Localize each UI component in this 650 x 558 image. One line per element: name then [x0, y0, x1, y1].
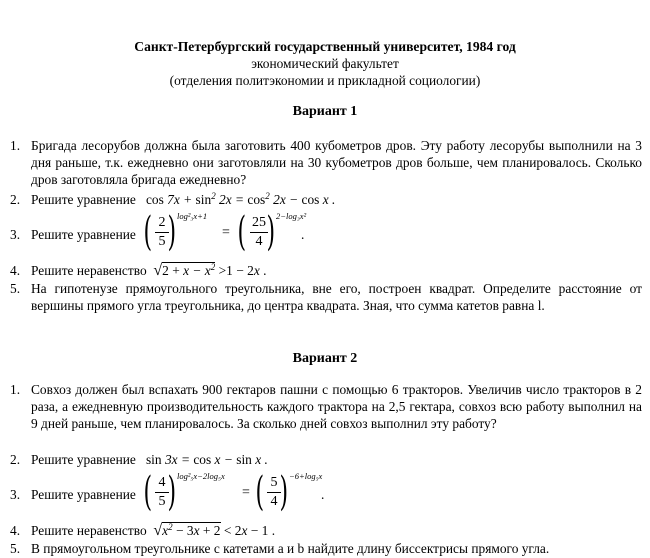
- problem-number: 3.: [10, 487, 21, 502]
- problem-number: 2.: [10, 192, 21, 207]
- problem-number: 4.: [10, 523, 21, 538]
- equation: $\cos 7x + \sin^2 2x = \cos^2 2x - \cos x$ .: [145, 191, 336, 207]
- v1-problem-3: 3. Решите уравнение ( 2 5 ) log²₃x+1 = ( 25 4 ) 2−log₃x² .: [10, 208, 642, 258]
- problem-number: 1.: [10, 138, 21, 153]
- variant-2-title: Вариант 2: [292, 351, 358, 366]
- departments-line: (отделения политэкономии и прикладной социологии): [169, 73, 481, 88]
- document-header: [0, 38, 650, 89]
- fraction-numerator: 2: [158, 215, 166, 230]
- equation: sin 3x = cos x − sin x .: [145, 452, 268, 467]
- problem-text: Решите уравнение: [31, 192, 136, 207]
- fraction-denominator: 5: [158, 234, 166, 249]
- fraction-denominator: 5: [158, 494, 166, 509]
- fraction-denominator: 4: [255, 234, 263, 249]
- problem-text: Решите неравенство: [31, 523, 147, 538]
- problem-body: [31, 262, 642, 279]
- exponent: log²₃x+1: [177, 211, 208, 221]
- problem-number: 4.: [10, 263, 21, 278]
- document-title: Санкт-Петербургский государственный университет, 1984 год: [134, 39, 516, 54]
- problem-number: 5.: [10, 281, 21, 296]
- problem-text: Совхоз должен был вспахать 900 гектаров пашни с помощью 6 тракторов. Увеличив число тракторов в 2 раза, а ежедневную производительность каждого трактора на 2,5 гектара, совхоз всю работу выполнил на 9 дней раньше, чем планировалось. За сколько дней совхоз выполнил эту работу?: [31, 382, 642, 431]
- exponent: 2−log₃x²: [276, 211, 307, 221]
- v2-problem-4: [10, 522, 642, 540]
- problem-text: Решите уравнение: [31, 452, 136, 467]
- faculty-name: экономический факультет: [251, 56, 399, 71]
- v1-problem-5: [10, 280, 642, 316]
- v2-problem-3: 3. Решите уравнение ( 4 5 ) log²₅x−2log₅x = ( 5 4 ) −6+log₅x .: [10, 470, 642, 520]
- v1-problem-2: [10, 191, 642, 209]
- problem-body: [31, 191, 642, 208]
- v2-problem-2: [10, 451, 642, 469]
- problem-text: Решите уравнение: [31, 487, 136, 502]
- problem-number: 5.: [10, 541, 21, 556]
- v2-problem-1: [10, 381, 642, 451]
- inequality: $√x^2 - 3x + 2 < 2x - 1$ .: [153, 522, 276, 539]
- v1-problem-4: [10, 262, 642, 280]
- v1-problem-1: [10, 137, 642, 189]
- exponent: log²₅x−2log₅x: [177, 471, 225, 481]
- v2-problem-5: [10, 540, 642, 558]
- problem-text: На гипотенузе прямоугольного треугольника, вне его, построен квадрат. Определите расстояние от вершины прямого угла треугольника, до центра квадрата. Зная, что сумма катетов равна l.: [31, 281, 642, 313]
- fraction-numerator: 4: [158, 475, 166, 490]
- variant-1-title: Вариант 1: [292, 104, 358, 119]
- problem-text: Бригада лесорубов должна была заготовить 400 кубометров дров. Эту работу лесорубы выполнили на 3 дня раньше, т.к. ежедневно они заготовляли на 30 кубометров дров больше, чем планировалось. Сколько дров заготовляла бригада ежедневно?: [31, 138, 642, 187]
- problem-text: Решите неравенство: [31, 263, 147, 278]
- inequality: $√2 + x - x^2 >1 - 2x$ .: [153, 262, 267, 279]
- exponent: −6+log₅x: [289, 471, 323, 481]
- problem-number: 2.: [10, 452, 21, 467]
- fraction-denominator: 4: [270, 494, 278, 509]
- problem-number: 1.: [10, 382, 21, 397]
- problem-number: 3.: [10, 227, 21, 242]
- fraction-numerator: 5: [270, 475, 278, 490]
- problem-body: [31, 451, 642, 468]
- fraction-numerator: 25: [252, 215, 266, 230]
- problem-text: В прямоугольном треугольнике с катетами a и b найдите длину биссектрисы прямого угла.: [31, 541, 550, 556]
- problem-body: [31, 522, 642, 539]
- problem-text: Решите уравнение: [31, 227, 136, 242]
